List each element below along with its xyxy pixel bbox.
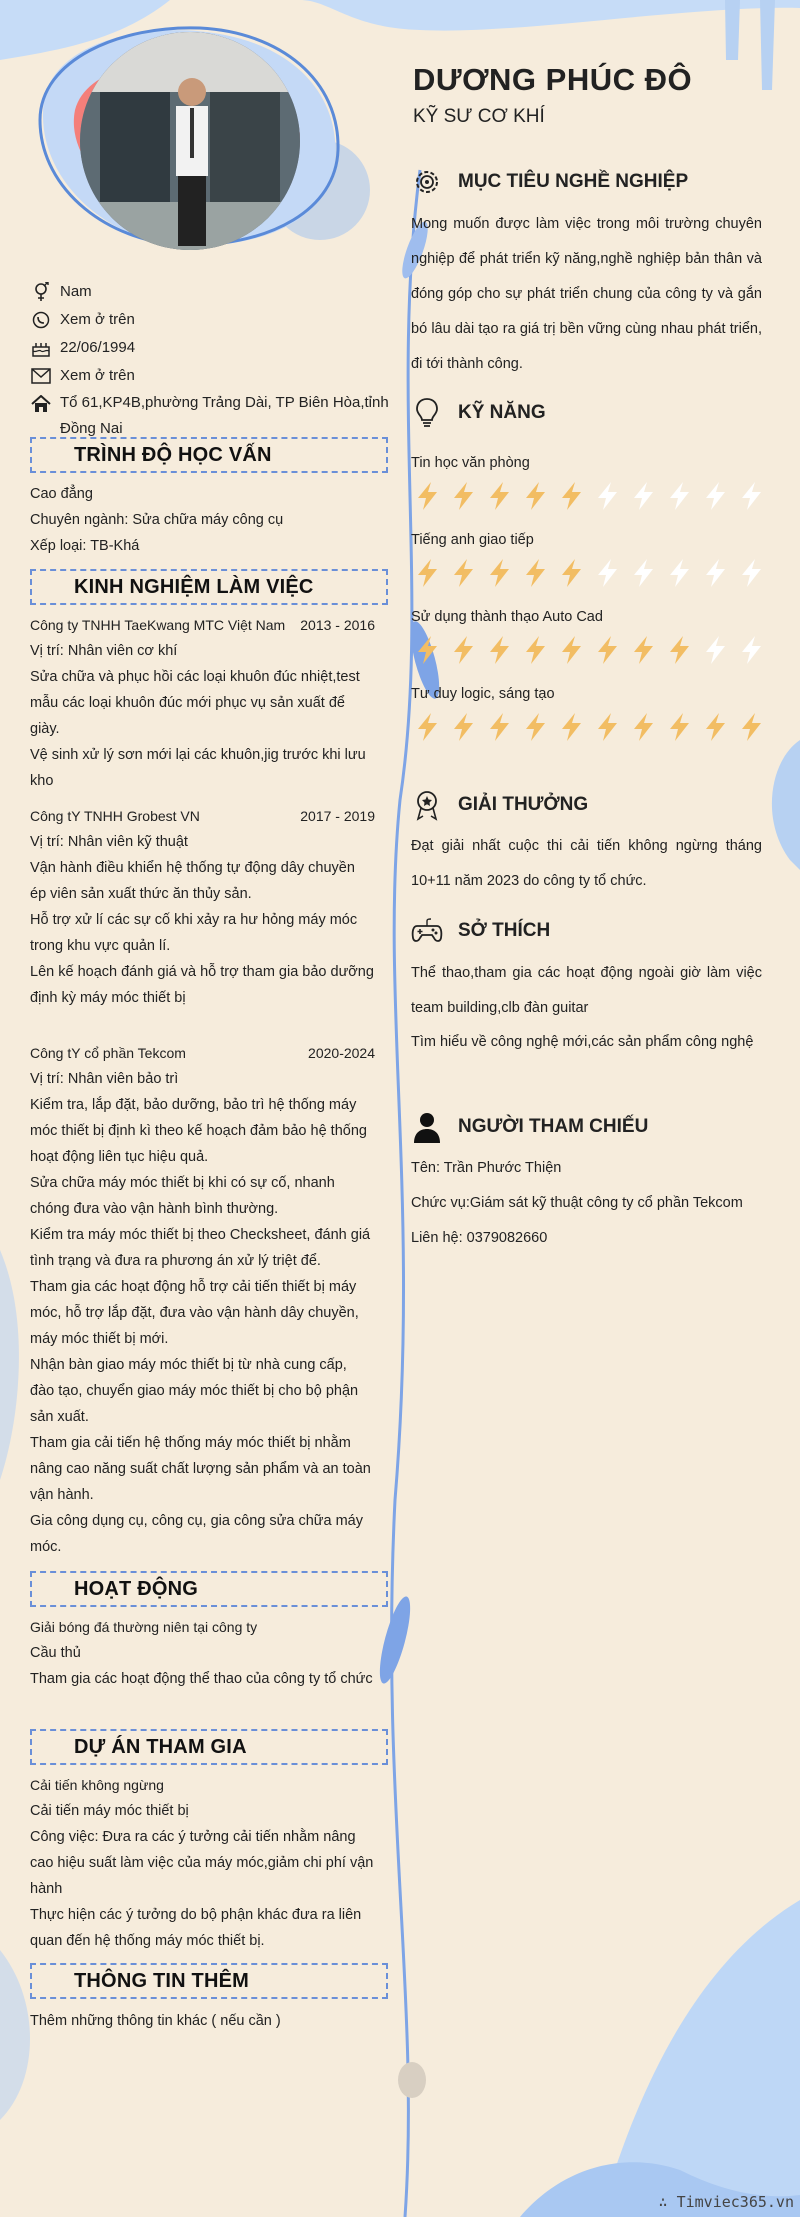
job-entry-2 bbox=[30, 803, 375, 1011]
candidate-title: KỸ SƯ CƠ KHÍ bbox=[413, 106, 545, 127]
skill-rating bbox=[411, 557, 767, 589]
hobbies-line-2: Tìm hiểu về công nghệ mới,các sản phẩm công nghệ bbox=[411, 1034, 754, 1050]
objective-heading-label: MỤC TIÊU NGHỀ NGHIỆP bbox=[458, 171, 689, 192]
bolt-filled-icon bbox=[519, 557, 551, 589]
bolt-empty-icon bbox=[627, 557, 659, 589]
bolt-filled-icon bbox=[555, 634, 587, 666]
hobbies-heading bbox=[410, 914, 550, 948]
bolt-filled-icon bbox=[519, 634, 551, 666]
address-row bbox=[30, 394, 390, 437]
skill-rating bbox=[411, 711, 767, 743]
job-header bbox=[30, 803, 375, 829]
address-value: Tổ 61,KP4B,phường Trảng Dài, TP Biên Hòa,tỉnh Đồng Nai bbox=[60, 394, 389, 437]
medal-icon bbox=[410, 788, 444, 822]
bolt-empty-icon bbox=[663, 557, 695, 589]
birthday-row bbox=[30, 338, 390, 366]
job-duty: Kiểm tra, lắp đặt, bảo dưỡng, bảo trì hệ thống máy móc thiết bị định kì theo kế hoạch đảm bảo hệ thống hoạt động liên tục hiệu quả. bbox=[30, 1097, 367, 1165]
gender-value: Nam bbox=[60, 283, 92, 300]
project-detail: Công việc: Đưa ra các ý tưởng cải tiến nhằm nâng cao hiệu suất làm việc của máy móc,giảm chi phí vận hành bbox=[30, 1829, 374, 1897]
bolt-filled-icon bbox=[411, 480, 443, 512]
bolt-empty-icon bbox=[699, 480, 731, 512]
job-period: 2020-2024 bbox=[308, 1045, 375, 1061]
job-company: Công tY TNHH Grobest VN bbox=[30, 808, 200, 824]
reference-contact: Liên hệ: 0379082660 bbox=[411, 1230, 548, 1246]
job-duty: Sửa chữa máy móc thiết bị khi có sự cố, nhanh chóng đưa vào vận hành bình thường. bbox=[30, 1175, 335, 1217]
extra-text: Thêm những thông tin khác ( nếu cần ) bbox=[30, 2013, 281, 2029]
bolt-filled-icon bbox=[663, 634, 695, 666]
job-period: 2017 - 2019 bbox=[300, 808, 375, 824]
job-entry-1 bbox=[30, 612, 375, 794]
bolt-filled-icon bbox=[483, 711, 515, 743]
education-level: Cao đẳng bbox=[30, 486, 93, 502]
bolt-filled-icon bbox=[663, 711, 695, 743]
bolt-empty-icon bbox=[699, 634, 731, 666]
bolt-filled-icon bbox=[483, 480, 515, 512]
bolt-empty-icon bbox=[591, 480, 623, 512]
bolt-empty-icon bbox=[735, 634, 767, 666]
activities-section bbox=[30, 1614, 375, 1692]
job-duty: Vận hành điều khiển hệ thống tự động dây chuyền ép viên sản xuất thức ăn thủy sản. bbox=[30, 860, 355, 902]
skill-rating bbox=[411, 480, 767, 512]
bolt-empty-icon bbox=[627, 480, 659, 512]
skills-heading-label: KỸ NĂNG bbox=[458, 402, 546, 423]
job-company: Công tY cổ phần Tekcom bbox=[30, 1045, 186, 1061]
bolt-empty-icon bbox=[735, 557, 767, 589]
bolt-filled-icon bbox=[555, 711, 587, 743]
bolt-empty-icon bbox=[735, 480, 767, 512]
activities-heading: HOẠT ĐỘNG bbox=[30, 1571, 388, 1607]
skill-name: Tiếng anh giao tiếp bbox=[411, 532, 534, 548]
experience-heading: KINH NGHIỆM LÀM VIỆC bbox=[30, 569, 388, 605]
home-icon bbox=[30, 394, 52, 414]
objective-heading bbox=[410, 165, 688, 199]
avatar bbox=[80, 32, 300, 250]
projects-heading: DỰ ÁN THAM GIA bbox=[30, 1729, 388, 1765]
footer-brand bbox=[659, 2193, 794, 2211]
reference-heading bbox=[410, 1110, 648, 1144]
gender-row bbox=[30, 282, 390, 310]
job-header bbox=[30, 1040, 375, 1066]
skill-name: Tư duy logic, sáng tạo bbox=[411, 686, 555, 702]
project-name: Cải tiến không ngừng bbox=[30, 1777, 164, 1793]
reference-position: Chức vụ:Giám sát kỹ thuật công ty cổ phần Tekcom bbox=[411, 1195, 743, 1211]
job-duty: Hỗ trợ xử lí các sự cố khi xảy ra hư hỏng máy móc trong khu vực quản lí. bbox=[30, 912, 358, 954]
job-duty: Lên kế hoạch đánh giá và hỗ trợ tham gia bảo dưỡng định kỳ máy móc thiết bị bbox=[30, 964, 374, 1006]
bolt-filled-icon bbox=[627, 634, 659, 666]
cake-icon bbox=[30, 338, 52, 358]
birthday-value: 22/06/1994 bbox=[60, 339, 136, 356]
job-duty: Kiểm tra máy móc thiết bị theo Checksheet, đánh giá tình trạng và đưa ra phương án xử lý triệt để. bbox=[30, 1227, 371, 1269]
skill-name: Tin học văn phòng bbox=[411, 455, 530, 471]
bolt-filled-icon bbox=[483, 557, 515, 589]
gamepad-icon bbox=[410, 914, 444, 948]
contact-info bbox=[30, 282, 390, 437]
phone-value: Xem ở trên bbox=[60, 311, 135, 328]
bolt-filled-icon bbox=[447, 557, 479, 589]
job-position: Vị trí: Nhân viên cơ khí bbox=[30, 643, 178, 659]
activity-desc: Tham gia các hoạt động thể thao của công ty tổ chức bbox=[30, 1671, 373, 1687]
awards-text: Đạt giải nhất cuộc thi cải tiến không ngừng tháng 10+11 năm 2023 do công ty tổ chức. bbox=[411, 838, 762, 889]
skill-rating bbox=[411, 634, 767, 666]
bolt-filled-icon bbox=[483, 634, 515, 666]
activity-role: Cầu thủ bbox=[30, 1645, 81, 1661]
bolt-filled-icon bbox=[591, 711, 623, 743]
job-position: Vị trí: Nhân viên kỹ thuật bbox=[30, 834, 188, 850]
bolt-empty-icon bbox=[591, 557, 623, 589]
project-detail: Thực hiện các ý tưởng do bộ phận khác đưa ra liên quan đến hệ thống máy móc thiết bị. bbox=[30, 1907, 362, 1949]
bolt-filled-icon bbox=[699, 711, 731, 743]
bolt-filled-icon bbox=[555, 480, 587, 512]
bolt-filled-icon bbox=[627, 711, 659, 743]
job-duty: Nhận bàn giao máy móc thiết bị từ nhà cung cấp, đào tạo, chuyển giao máy móc thiết bị cho bộ phận sản xuất. bbox=[30, 1357, 359, 1425]
education-heading: TRÌNH ĐỘ HỌC VẤN bbox=[30, 437, 388, 473]
phone-icon bbox=[30, 310, 52, 330]
activity-event: Giải bóng đá thường niên tại công ty bbox=[30, 1619, 258, 1635]
bolt-filled-icon bbox=[447, 634, 479, 666]
hobbies-heading-label: SỞ THÍCH bbox=[458, 920, 551, 941]
bolt-filled-icon bbox=[411, 557, 443, 589]
education-major: Chuyên ngành: Sửa chữa máy công cụ bbox=[30, 512, 284, 528]
project-title: Cải tiến máy móc thiết bị bbox=[30, 1803, 189, 1819]
phone-row bbox=[30, 310, 390, 338]
bolt-filled-icon bbox=[411, 634, 443, 666]
bolt-filled-icon bbox=[519, 711, 551, 743]
bolt-empty-icon bbox=[663, 480, 695, 512]
person-icon bbox=[410, 1110, 444, 1144]
education-section bbox=[30, 481, 375, 559]
skills-heading bbox=[410, 396, 546, 430]
job-entry-3 bbox=[30, 1040, 375, 1560]
bolt-filled-icon bbox=[447, 711, 479, 743]
bolt-filled-icon bbox=[411, 711, 443, 743]
job-duty: Tham gia cải tiến hệ thống máy móc thiết bị nhằm nâng cao năng suất chất lượng sản phẩm và an toàn vận hành. bbox=[30, 1435, 371, 1503]
job-company: Công ty TNHH TaeKwang MTC Việt Nam bbox=[30, 617, 286, 633]
skill-name: Sử dụng thành thạo Auto Cad bbox=[411, 609, 603, 625]
job-duty: Sửa chữa và phục hồi các loại khuôn đúc nhiệt,test mẫu các loại khuôn đúc mới phục vụ sản xuất để giày. bbox=[30, 669, 360, 737]
projects-section bbox=[30, 1772, 375, 1954]
bolt-filled-icon bbox=[735, 711, 767, 743]
education-grade: Xếp loại: TB-Khá bbox=[30, 538, 140, 554]
gear-icon bbox=[410, 165, 444, 199]
bolt-filled-icon bbox=[591, 634, 623, 666]
job-duty: Gia công dụng cụ, công cụ, gia công sửa chữa máy móc. bbox=[30, 1513, 363, 1555]
objective-text: Mong muốn được làm việc trong môi trường chuyên nghiệp để phát triển kỹ năng,nghề nghiệp bản thân và đóng góp cho sự phát triển chung của công ty và gắn bó lâu dài tạo ra giá trị bền vững cùng nhau phát triển, đi tới thành công. bbox=[411, 216, 762, 372]
reference-name: Tên: Trần Phước Thiện bbox=[411, 1160, 562, 1176]
job-period: 2013 - 2016 bbox=[300, 617, 375, 633]
envelope-icon bbox=[30, 366, 52, 386]
footer-brand-text: Timviec365.vn bbox=[676, 2193, 794, 2211]
candidate-name: DƯƠNG PHÚC ĐÔ bbox=[413, 62, 693, 97]
bolt-filled-icon bbox=[519, 480, 551, 512]
awards-heading-label: GIẢI THƯỞNG bbox=[458, 794, 589, 815]
awards-heading bbox=[410, 788, 588, 822]
job-duty: Vệ sinh xử lý sơn mới lại các khuôn,jig trước khi lưu kho bbox=[30, 747, 366, 789]
extra-heading: THÔNG TIN THÊM bbox=[30, 1963, 388, 1999]
email-value: Xem ở trên bbox=[60, 367, 135, 384]
job-header bbox=[30, 612, 375, 638]
lightbulb-icon bbox=[410, 396, 444, 430]
bolt-empty-icon bbox=[699, 557, 731, 589]
job-duty: Tham gia các hoạt động hỗ trợ cải tiến thiết bị máy móc, hỗ trợ lắp đặt, đưa vào vận hành dây chuyền, máy móc thiết bị mới. bbox=[30, 1279, 359, 1347]
bolt-filled-icon bbox=[447, 480, 479, 512]
reference-heading-label: NGƯỜI THAM CHIẾU bbox=[458, 1116, 649, 1137]
logo-icon: ∴ bbox=[658, 2193, 677, 2211]
job-position: Vị trí: Nhân viên bảo trì bbox=[30, 1071, 179, 1087]
hobbies-line-1: Thể thao,tham gia các hoạt động ngoài giờ làm việc team building,clb đàn guitar bbox=[411, 965, 762, 1016]
gender-icon bbox=[30, 282, 52, 302]
bolt-filled-icon bbox=[555, 557, 587, 589]
avatar-frame bbox=[30, 20, 345, 260]
